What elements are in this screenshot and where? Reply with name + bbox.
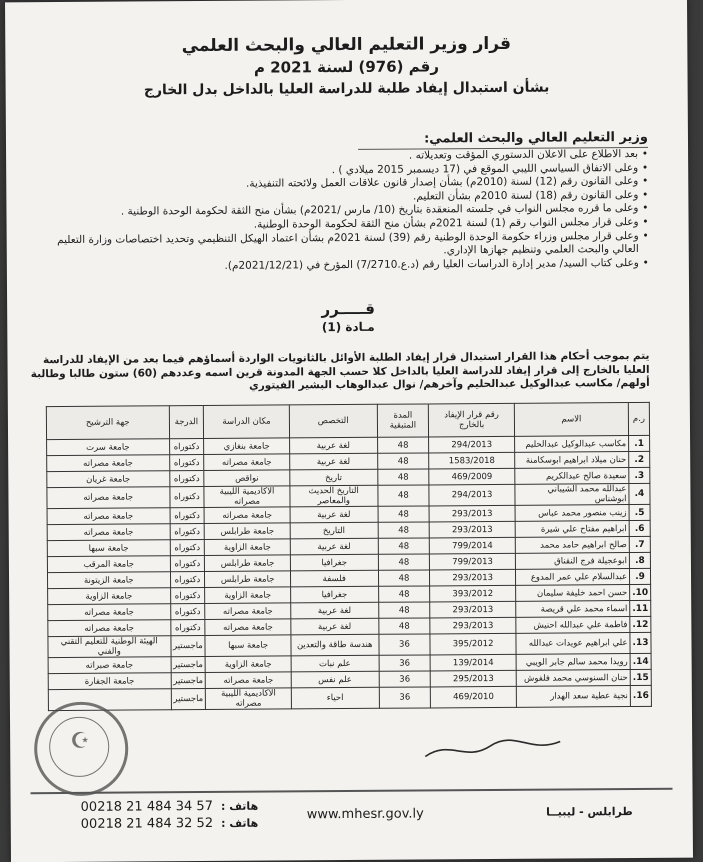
table-cell: 48 [378, 618, 430, 634]
table-cell: 293/2013 [430, 569, 516, 586]
table-cell: 48 [378, 538, 430, 554]
table-cell: عبدالسلام علي عمر المدوع [515, 569, 629, 586]
table-cell: جامعة طرابلس [205, 555, 291, 572]
table-cell: لغة عربية [291, 602, 379, 619]
table-cell: جغرافيا [290, 586, 378, 603]
table-cell: الهيئة الوطنية للتعليم التقني والفني [48, 636, 171, 658]
table-cell: جامعة سبها [47, 540, 170, 557]
table-cell: حسن احمد خليفة سليمان [516, 585, 630, 602]
table-row [48, 685, 651, 710]
table-cell: حنان ميلاد ابراهيم ابوسكامنة [515, 452, 629, 469]
table-cell: جامعة المرقب [47, 556, 170, 573]
column-header: مكان الدراسة [204, 405, 290, 439]
table-cell: لغة عربية [290, 453, 378, 470]
table-cell: جامعة الزاوية [48, 588, 171, 605]
table-cell: جامعة الجفارة [48, 673, 171, 690]
footer-city: طرابلس - ليبيــا [546, 805, 633, 819]
phone-number-1: 00218 21 484 34 57 [80, 798, 214, 815]
table-cell: جامعة سرت [47, 439, 170, 456]
decree-title: قرار وزير التعليم العالي والبحث العلمي [181, 33, 512, 57]
table-cell: 48 [377, 485, 429, 506]
table-cell: 4. [629, 483, 650, 504]
table-cell: احياء [291, 687, 379, 709]
decree-header [5, 32, 687, 103]
table-cell: جامعة الزيتونة [47, 572, 170, 589]
table-header-row [46, 402, 649, 439]
recital-item: • وعلى القانون رقم (12) لسنة (2010م) بشأن إصدار قانون علاقات العمل ولائحته التنفيذية. [38, 175, 648, 193]
decree-word: قـــــرر [321, 299, 375, 319]
table-cell: 36 [379, 671, 431, 687]
table-cell: 48 [378, 522, 430, 538]
recital-item: • وعلى الاتفاق السياسي الليبي الموقع في (17 ديسمبر 2015 ميلادي ) . [38, 161, 648, 179]
document-page [5, 0, 693, 862]
table-cell: جامعة مصراته [47, 508, 170, 525]
table-cell: 293/2013 [430, 617, 516, 634]
table-cell: جامعة سبها [205, 635, 291, 657]
crescent-star-icon: ☪ [70, 728, 90, 754]
students-table [46, 402, 652, 711]
table-cell: 799/2013 [430, 553, 516, 570]
table-cell: 469/2009 [429, 468, 515, 485]
table-cell: جامعة مصراته [47, 455, 170, 472]
table-cell: 7. [629, 536, 650, 552]
table-cell: 293/2013 [430, 601, 516, 618]
table-cell: جامعة غريان [47, 471, 170, 488]
table-cell: 5. [629, 504, 650, 520]
table-cell: 469/2010 [431, 686, 517, 708]
table-cell: جامعة الزاوية [205, 539, 291, 556]
table-cell: رويدا محمد سالم جابر الويبي [516, 654, 630, 671]
official-stamp [34, 702, 129, 797]
table-cell: دكتوراه [169, 439, 204, 455]
table-cell: 3. [629, 467, 650, 483]
table-cell: 293/2013 [429, 521, 515, 538]
table-cell: دكتوراه [170, 604, 205, 620]
table-cell: دكتوراه [169, 471, 204, 487]
table-cell: دكتوراه [170, 588, 205, 604]
table-cell: 799/2014 [430, 537, 516, 554]
footer-divider [31, 788, 673, 794]
phone-number-2: 00218 21 484 32 52 [80, 815, 214, 832]
table-cell: 15. [630, 669, 651, 685]
table-cell: جغرافيا [290, 554, 378, 571]
table-cell: دكتوراه [169, 455, 204, 471]
table-cell: ماجستير [171, 673, 206, 689]
table-cell: دكتوراه [170, 540, 205, 556]
table-cell: 294/2013 [429, 436, 515, 453]
recital-item: • بعد الاطلاع على الاعلان الدستوري المؤقت وتعديلاته . [38, 148, 648, 166]
table-cell: 10. [630, 584, 651, 600]
table-cell: 13. [630, 632, 651, 653]
table-cell: تاريخ [290, 469, 378, 486]
table-cell: 139/2014 [430, 654, 516, 671]
table-cell: صالح ابراهيم حامد محمد [515, 537, 629, 554]
recital-item: • وعلى قرار مجلس وزراء حكومة الوحدة الوطنية رقم (39) لسنة 2021م بشأن اعتماد الهيكل التنظيمي وتحديد اختصاصات وزارة التعليم العالي والبحث العلمي وتنظيم جهازها الإداري. [39, 229, 649, 260]
column-header: المدة المتبقية [377, 404, 429, 437]
table-cell: جامعة بنغازي [204, 438, 290, 455]
table-cell: دكتوراه [170, 508, 205, 524]
table-cell: 36 [379, 634, 431, 655]
table-cell: جامعة مصراته [48, 620, 171, 637]
table-cell: ابوعجيلة فرج النقناق [515, 553, 629, 570]
recital-item: • وعلى كتاب السيد/ مدير إدارة الدراسات العليا رقم (د.ع.7/2710) المؤرخ في (2021/12/21م). [39, 257, 649, 275]
table-cell: جامعة مصراته [47, 524, 170, 541]
table-cell: فلسفة [290, 570, 378, 587]
table-cell: لغة عربية [290, 506, 378, 523]
table-cell: التاريخ الحديث والمعاصر [290, 485, 378, 507]
table-cell: جامعة مصراته [205, 603, 291, 620]
table-cell: حنان السنوسي محمد فلفوش [516, 670, 630, 687]
table-cell: 48 [378, 570, 430, 586]
table-cell: جامعة مصراته [47, 487, 170, 509]
recital-item: • وعلى قرار مجلس النواب رقم (1) لسنة 2021م بشأن منح الثقة لحكومة الوحدة الوطنية. [39, 216, 649, 234]
table-cell: دكتوراه [170, 620, 205, 636]
table-cell: علم نفس [291, 671, 379, 688]
table-cell: هندسة طاقة والتعدين [291, 634, 379, 656]
table-cell: 48 [377, 469, 429, 485]
table-cell: ماجستير [170, 636, 205, 657]
article-text: يتم بموجب أحكام هذا القرار استبدال قرار إيفاد الطلبة الأوائل بالثانويات الواردة أسماؤهم فيما بعد من الإيفاد للدراسة العليا بالخارج إلى قرار إيفاد للدراسة العليا بالداخل كلا حسب الجهة المدونة قرين اسمه وعددهم (60) ستون طالبا وطالبة أولهم/ مكاسب عبدالوكيل عبدالحليم وآخرهم/ نوال عبدالوهاب البشير الفيتوري [30, 349, 650, 392]
table-cell: 1. [629, 435, 650, 451]
table-cell: لغة عربية [289, 437, 377, 454]
table-cell: 48 [378, 602, 430, 618]
table-body [47, 435, 652, 710]
table-cell: ماجستير [171, 657, 206, 673]
phone-label-1: هاتف : [220, 799, 259, 813]
column-header: ر.م [628, 402, 649, 435]
table-cell: 48 [378, 554, 430, 570]
table-cell: جامعة الزاوية [205, 587, 291, 604]
column-header: جهة الترشيح [46, 406, 169, 440]
table-cell: 293/2013 [429, 505, 515, 522]
table-cell: جامعة صبراته [48, 657, 171, 674]
table-cell: مكاسب عبدالوكيل عبدالحليم [514, 436, 628, 453]
column-header: رقم قرار الإيفاد بالخارج [429, 403, 515, 437]
table-cell: عبدالله محمد الشيباني ابوشناس [515, 484, 629, 506]
decree-number: رقم (976) لسنة 2021 م [253, 57, 440, 77]
table-cell: 48 [378, 586, 430, 602]
table-cell: جامعة مصراته [204, 507, 290, 524]
footer-website: www.mhesr.gov.ly [306, 806, 424, 823]
table-cell: الاكاديمية الليبية مصراته [206, 688, 292, 710]
table-cell: 1583/2018 [429, 452, 515, 469]
recital-item: • وعلى القانون رقم (18) لسنة 2010م بشأن التعليم. [38, 189, 648, 207]
table-cell: جامعة مصراته [206, 672, 292, 689]
table-cell: اسماء محمد علي قريصة [516, 601, 630, 618]
table-cell: 48 [377, 453, 429, 469]
recitals-list [38, 148, 649, 275]
table-cell: 9. [630, 568, 651, 584]
table-cell: جامعة مصراته [48, 604, 171, 621]
table-cell: دكتوراه [170, 572, 205, 588]
table-cell: 14. [630, 653, 651, 669]
table-cell: علي ابراهيم عويدات عبدالله [516, 633, 630, 655]
column-header: الدرجة [169, 406, 204, 439]
table-cell: 36 [379, 687, 431, 708]
decree-section [7, 298, 689, 337]
table-cell: زينب منصور محمد عباس [515, 505, 629, 522]
table-cell: لغة عربية [290, 538, 378, 555]
table-cell: التاريخ [290, 522, 378, 539]
table-cell: 294/2013 [429, 484, 515, 506]
table-cell: 48 [377, 437, 429, 453]
signature [420, 733, 570, 764]
table-cell: 11. [630, 600, 651, 616]
table-cell: 395/2012 [430, 633, 516, 655]
table-cell: 36 [379, 655, 431, 671]
decree-subject: بشأن استبدال إيفاد طلبة للدراسة العليا بالداخل بدل الخارج [143, 79, 550, 99]
phone-label-2: هاتف : [221, 816, 259, 830]
table-cell: 16. [630, 685, 651, 706]
table-cell: دكتوراه [169, 487, 204, 508]
table-cell: نجية عطية سعد الهدار [516, 686, 630, 708]
table-cell: جامعة مصراته [204, 454, 290, 471]
minister-line: وزير التعليم العالي والبحث العلمي: [358, 130, 648, 150]
table-cell: 295/2013 [431, 670, 517, 687]
table-cell: 48 [378, 506, 430, 522]
table-cell: 2. [629, 451, 650, 467]
column-header: الاسم [514, 403, 628, 437]
table-cell: جامعة الزاوية [205, 656, 291, 673]
table-cell: ماجستير [171, 689, 206, 710]
recital-item: • وعلى ما قرره مجلس النواب في جلسته المنعقدة بتاريخ (10/ مارس /2021م) بشأن منح الثقة لحكومة الوحدة الوطنية . [38, 202, 648, 220]
table-cell: الاكاديمية الليبية مصراته [204, 486, 290, 508]
table-cell: جامعة طرابلس [205, 571, 291, 588]
table-cell: 12. [630, 616, 651, 632]
table-cell: نواقص [204, 470, 290, 487]
table-cell: علم نبات [291, 655, 379, 672]
article-heading: مـادة (1) [321, 319, 375, 335]
table-cell: لغة عربية [291, 618, 379, 635]
table-cell: 393/2012 [430, 585, 516, 602]
table-cell: دكتوراه [170, 524, 205, 540]
table-cell: جامعة مصراته [205, 619, 291, 636]
table-cell: سعيدة صالح عبدالكريم [515, 468, 629, 485]
table-cell: فاطمة علي عبدالله احنيش [516, 617, 630, 634]
table-cell: ابراهيم مفتاح علي شيرة [515, 521, 629, 538]
table-cell: جامعة طرابلس [204, 523, 290, 540]
table-cell: 8. [629, 552, 650, 568]
column-header: التخصص [289, 404, 377, 438]
table-cell: دكتوراه [170, 556, 205, 572]
table-cell: 6. [629, 520, 650, 536]
footer-phones [81, 798, 259, 833]
